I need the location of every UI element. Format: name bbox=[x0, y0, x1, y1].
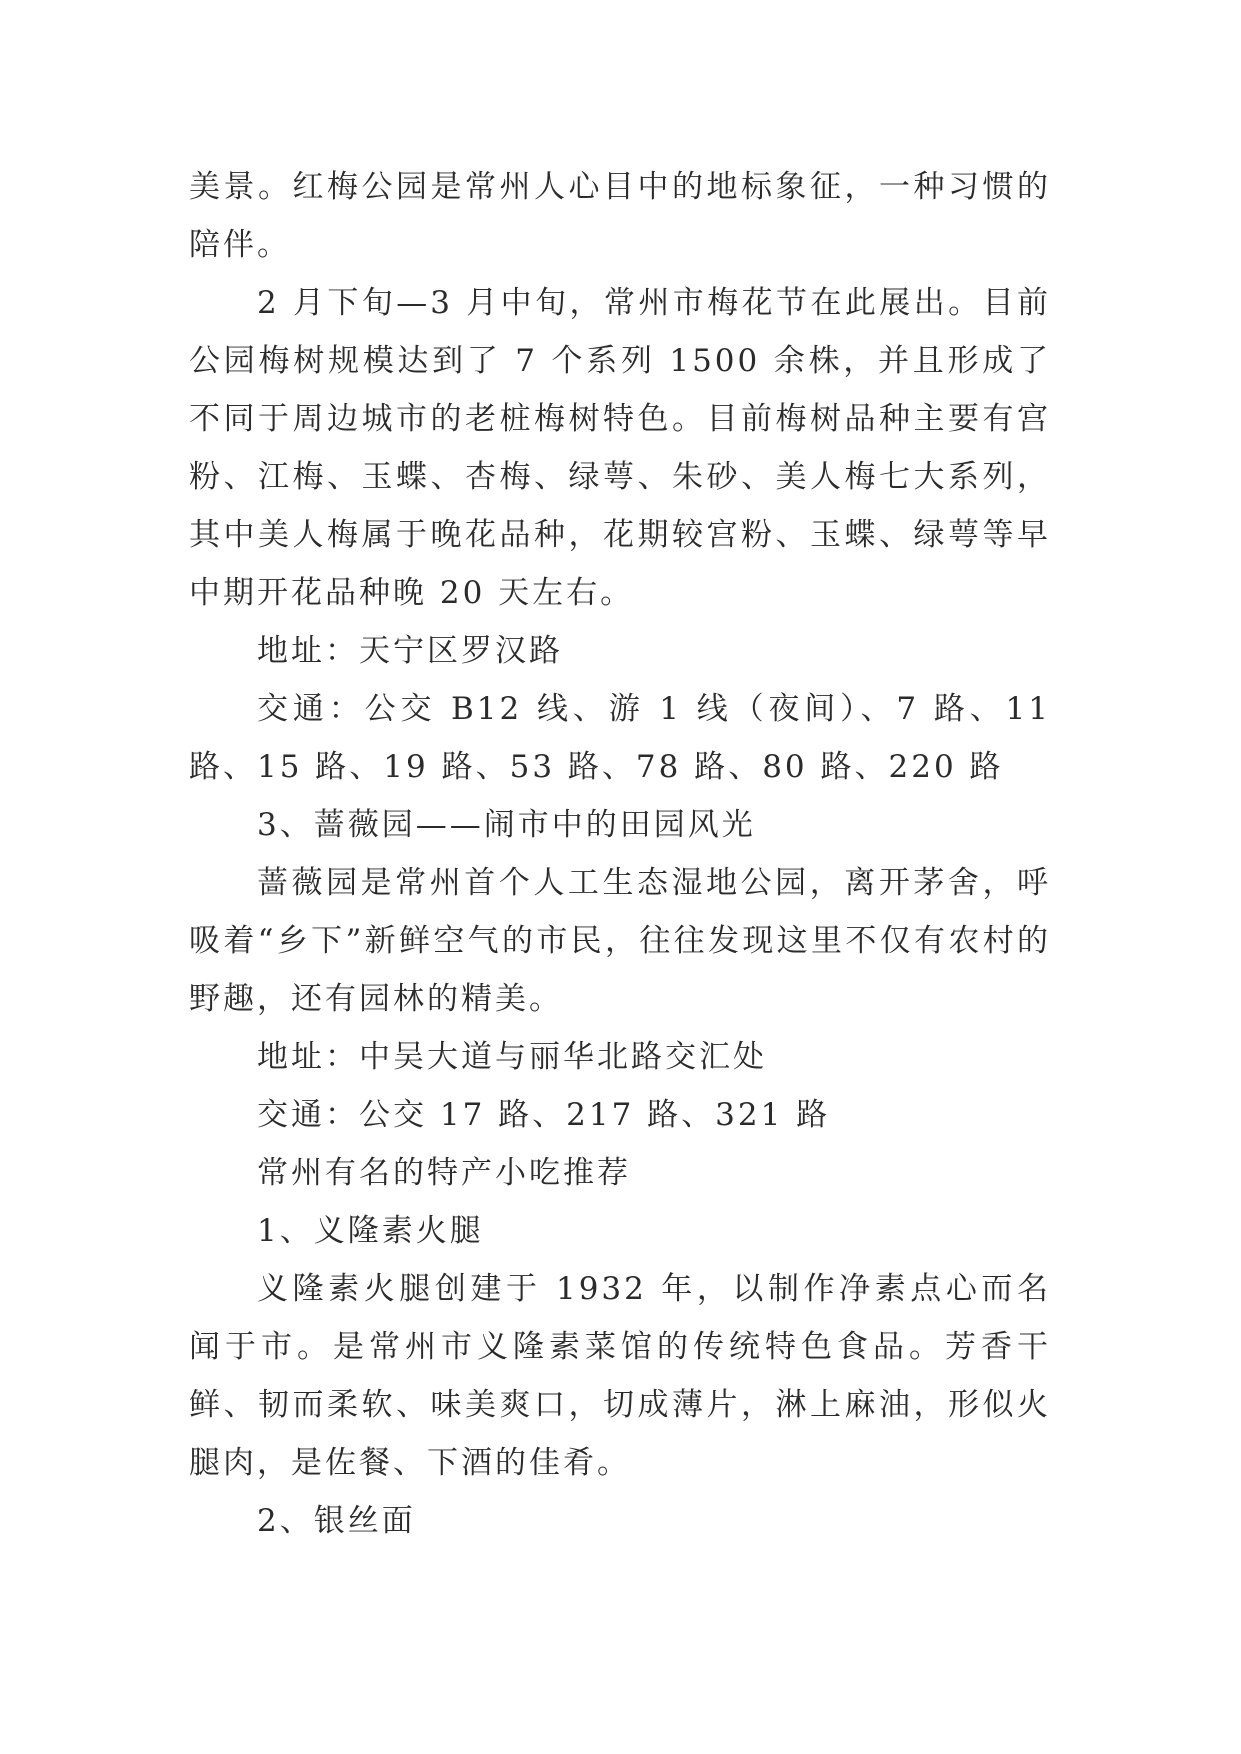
paragraph-transit-hongmei: 交通：公交 B12 线、游 1 线（夜间）、7 路、11 路、15 路、19 路、53 路、78 路、80 路、220 路 bbox=[189, 691, 1051, 785]
paragraph-continuation: 美景。红梅公园是常州人心目中的地标象征，一种习惯的陪伴。 bbox=[189, 169, 1051, 263]
document-body bbox=[189, 158, 1051, 1550]
paragraph-address-rose-garden: 地址：中吴大道与丽华北路交汇处 bbox=[257, 1039, 767, 1075]
paragraph-transit-rose-garden: 交通：公交 17 路、217 路、321 路 bbox=[257, 1097, 831, 1133]
item-heading-vegetarian-ham: 1、义隆素火腿 bbox=[257, 1213, 484, 1249]
section-heading-rose-garden: 3、蔷薇园——闹市中的田园风光 bbox=[257, 807, 756, 843]
paragraph-address-hongmei: 地址：天宁区罗汉路 bbox=[257, 633, 563, 669]
section-heading-snacks: 常州有名的特产小吃推荐 bbox=[257, 1155, 631, 1191]
item-heading-silver-noodles: 2、银丝面 bbox=[257, 1503, 416, 1539]
paragraph-plum-festival: 2 月下旬—3 月中旬，常州市梅花节在此展出。目前公园梅树规模达到了 7 个系列 1500 余株，并且形成了不同于周边城市的老桩梅树特色。目前梅树品种主要有宫粉、江梅、玉蝶、杏梅、绿萼、朱砂、美人梅七大系列，其中美人梅属于晚花品种，花期较宫粉、玉蝶、绿萼等早中期开花品种晚 20 天左右。 bbox=[189, 285, 1051, 611]
paragraph-rose-garden: 蔷薇园是常州首个人工生态湿地公园，离开茅舍，呼吸着“乡下”新鲜空气的市民，往往发现这里不仅有农村的野趣，还有园林的精美。 bbox=[189, 865, 1051, 1017]
paragraph-vegetarian-ham: 义隆素火腿创建于 1932 年，以制作净素点心而名闻于市。是常州市义隆素菜馆的传统特色食品。芳香干鲜、韧而柔软、味美爽口，切成薄片，淋上麻油，形似火腿肉，是佐餐、下酒的佳肴。 bbox=[189, 1271, 1051, 1481]
